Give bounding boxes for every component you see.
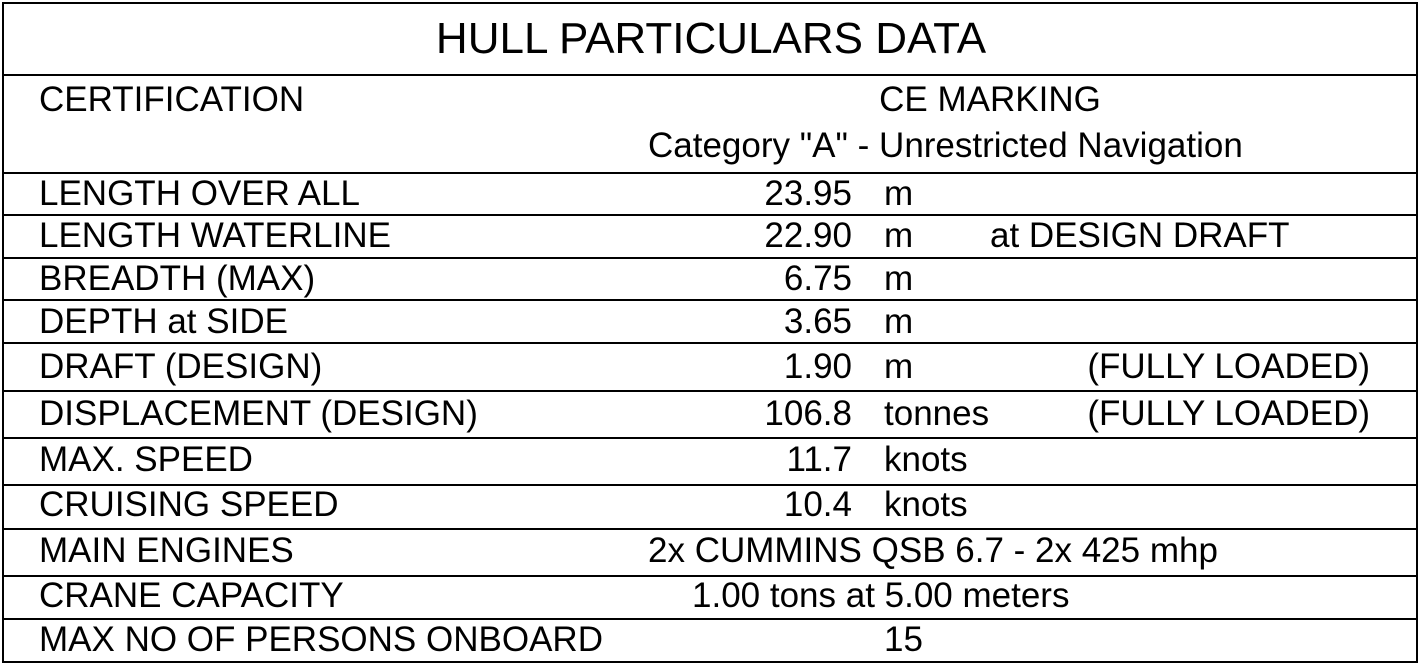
row-label: DEPTH at SIDE [39, 302, 288, 341]
persons-value: 15 [884, 620, 923, 659]
rule-row-5 [2, 390, 1418, 392]
persons-label: MAX NO OF PERSONS ONBOARD [39, 620, 603, 659]
row-value: 6.75 [783, 259, 852, 298]
page-title: HULL PARTICULARS DATA [435, 14, 987, 63]
row-unit: m [884, 302, 914, 341]
row-unit: m [884, 216, 914, 255]
engines-label: MAIN ENGINES [39, 531, 294, 570]
certification-line-1: CE MARKING [879, 80, 1101, 119]
row-value: 22.90 [764, 216, 852, 255]
rule-row-3 [2, 299, 1418, 301]
rule-row-4 [2, 342, 1418, 344]
row-unit: m [884, 174, 914, 213]
rule-row-6 [2, 437, 1418, 439]
rule-row-8 [2, 528, 1418, 530]
rule-title [2, 74, 1418, 76]
row-unit: tonnes [884, 394, 990, 433]
row-unit: knots [884, 440, 968, 479]
row-unit: m [884, 347, 914, 386]
row-label: LENGTH OVER ALL [39, 174, 360, 213]
row-value: 1.90 [783, 347, 852, 386]
row-note: at DESIGN DRAFT [990, 216, 1290, 255]
row-label: MAX. SPEED [39, 440, 253, 479]
row-note: (FULLY LOADED) [1087, 347, 1370, 386]
row-unit: m [884, 259, 914, 298]
row-value: 3.65 [783, 302, 852, 341]
row-label: BREADTH (MAX) [39, 259, 316, 298]
certification-label: CERTIFICATION [39, 80, 305, 119]
row-label: DRAFT (DESIGN) [39, 347, 323, 386]
crane-value: 1.00 tons at 5.00 meters [692, 576, 1070, 615]
row-unit: knots [884, 485, 968, 524]
row-value: 10.4 [783, 485, 852, 524]
row-label: LENGTH WATERLINE [39, 216, 391, 255]
row-value: 106.8 [764, 394, 852, 433]
row-value: 11.7 [786, 440, 852, 479]
row-value: 23.95 [764, 174, 852, 213]
row-label: CRUISING SPEED [39, 485, 339, 524]
crane-label: CRANE CAPACITY [39, 576, 344, 615]
row-label: DISPLACEMENT (DESIGN) [39, 394, 478, 433]
certification-line-2: Category "A" - Unrestricted Navigation [648, 126, 1243, 165]
engines-value: 2x CUMMINS QSB 6.7 - 2x 425 mhp [648, 531, 1218, 570]
row-note: (FULLY LOADED) [1087, 394, 1370, 433]
